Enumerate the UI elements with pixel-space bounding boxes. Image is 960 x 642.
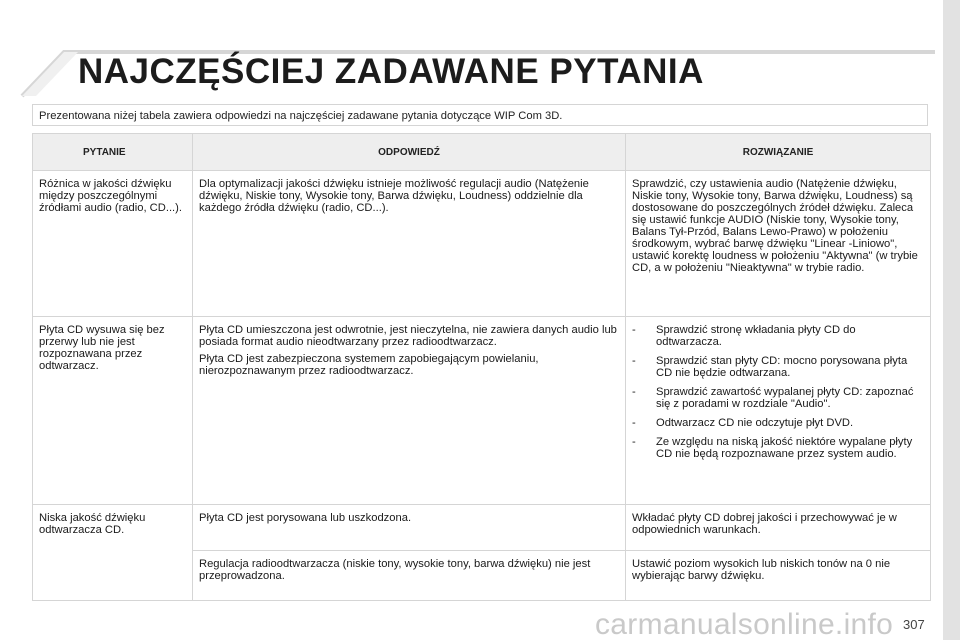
answer-text: Regulacja radioodtwarzacza (niskie tony, wysokie tony, barwa dźwięku) nie jest przeprowadzona. <box>199 558 591 582</box>
list-item-text: Sprawdzić zawartość wypalanej płyty CD: zapoznać się z poradami w rozdziale "Audio". <box>656 386 914 410</box>
question-cell: Różnica w jakości dźwięku między poszczególnymi źródłami audio (radio, CD...). <box>33 171 193 317</box>
page-edge-stripe <box>943 0 960 640</box>
list-item-text: Odtwarzacz CD nie odczytuje płyt DVD. <box>656 417 854 429</box>
header-question: PYTANIE <box>33 134 193 171</box>
solution-cell: Sprawdzić, czy ustawienia audio (Natężenie dźwięku, Niskie tony, Wysokie tony, Barwa dźwięku, Loudness) są dostosowane do poszczególnych źródeł dźwięku. Zaleca się ustawić funkcje AUDIO (Niskie tony, Wysokie tony, Balans Tył-Przód, Balans Lewo-Prawo) w położeniu środkowym, wybrać barwę dźwięku "Linear -Liniowo", ustawić korektę loudness w położeniu "Aktywna" (w trybie CD, a w położeniu "Nieaktywna" w trybie radio. <box>626 171 931 317</box>
page-title: NAJCZĘŚCIEJ ZADAWANE PYTANIA <box>78 52 704 91</box>
answer-text: Dla optymalizacji jakości dźwięku istnieje możliwość regulacji audio (Natężenie dźwięku, Niskie tony, Wysokie tony, Barwa dźwięku, Loudness) oddzielnie dla każdego źródła dźwięku (radio, CD...). <box>199 178 589 214</box>
table-row <box>33 317 931 505</box>
table-row <box>33 505 931 551</box>
answer-cell <box>193 505 626 551</box>
watermark: carmanualsonline.info <box>595 608 894 641</box>
list-item: - Odtwarzacz CD nie odczytuje płyt DVD. <box>632 417 854 429</box>
answer-cell <box>193 551 626 601</box>
table-header-row <box>33 134 931 171</box>
answer-text: Płyta CD jest porysowana lub uszkodzona. <box>199 512 412 524</box>
header-solution: ROZWIĄZANIE <box>626 134 931 171</box>
list-item-text: Ze względu na niską jakość niektóre wypalane płyty CD nie będą rozpoznawane przez system audio. <box>656 436 913 460</box>
question-cell: Niska jakość dźwięku odtwarzacza CD. <box>33 505 193 601</box>
answer-text: Płyta CD umieszczona jest odwrotnie, jest nieczytelna, nie zawiera danych audio lub posiada format audio nieodtwarzany przez radioodtwarzacz. <box>199 324 617 348</box>
list-item: - Sprawdzić stan płyty CD: mocno porysowana płyta CD nie będzie odtwarzana. <box>632 355 908 379</box>
list-item-text: Sprawdzić stan płyty CD: mocno porysowana płyta CD nie będzie odtwarzana. <box>656 355 908 379</box>
list-item-text: Sprawdzić stronę wkładania płyty CD do odtwarzacza. <box>656 324 856 348</box>
solution-list <box>632 324 924 460</box>
solution-cell <box>626 317 931 505</box>
intro-text: Prezentowana niżej tabela zawiera odpowiedzi na najczęściej zadawane pytania dotyczące WIP Com 3D. <box>32 104 928 126</box>
answer-cell <box>193 317 626 505</box>
list-item: - Ze względu na niską jakość niektóre wypalane płyty CD nie będą rozpoznawane przez system audio. <box>632 436 913 460</box>
answer-text: Płyta CD jest zabezpieczona systemem zapobiegającym powielaniu, nierozpoznawanym przez radioodtwarzacz. <box>199 353 539 377</box>
page-number: 307 <box>903 617 925 632</box>
header-answer: ODPOWIEDŹ <box>193 134 626 171</box>
list-item: - Sprawdzić zawartość wypalanej płyty CD: zapoznać się z poradami w rozdziale "Audio". <box>632 386 914 410</box>
solution-cell: Wkładać płyty CD dobrej jakości i przechowywać je w odpowiednich warunkach. <box>626 505 931 551</box>
list-item: - Sprawdzić stronę wkładania płyty CD do odtwarzacza. <box>632 324 856 348</box>
faq-table <box>32 133 931 601</box>
solution-cell: Ustawić poziom wysokich lub niskich tonów na 0 nie wybierając barwy dźwięku. <box>626 551 931 601</box>
answer-cell <box>193 171 626 317</box>
question-cell: Płyta CD wysuwa się bez przerwy lub nie jest rozpoznawana przez odtwarzacz. <box>33 317 193 505</box>
table-row <box>33 171 931 317</box>
